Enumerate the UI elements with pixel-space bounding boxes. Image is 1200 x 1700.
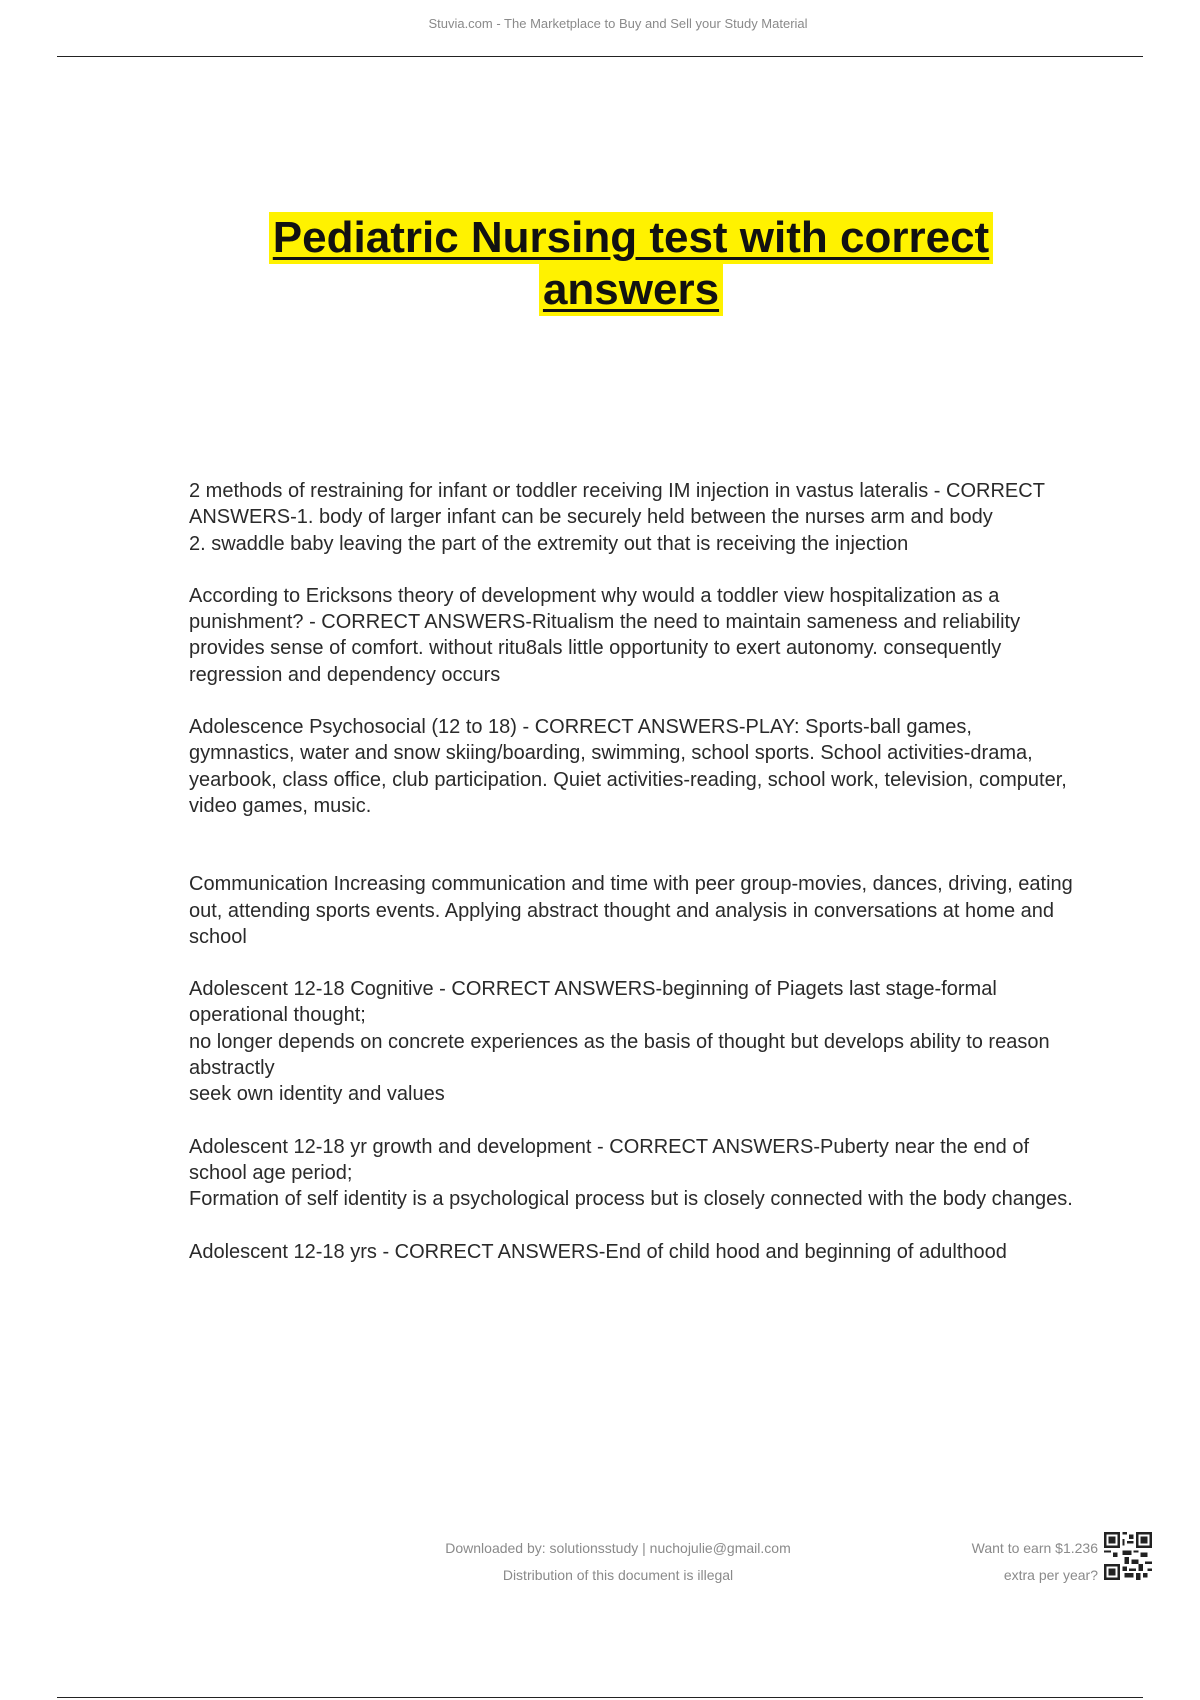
qa-entry: Adolescent 12-18 Cognitive - CORRECT ANSWERS-beginning of Piagets last stage-formal operational thought; no longer depends on concrete experiences as the basis of thought but develops ability to reason abstractly seek own identity and values bbox=[189, 978, 1050, 1106]
qa-entry: 2 methods of restraining for infant or toddler receiving IM injection in vastus lateralis - CORRECT ANSWERS-1. body of larger infant can be securely held between the nurses arm and body 2. swaddle baby leaving the part of the extremity out that is receiving the injection bbox=[189, 480, 1045, 555]
qa-entry: Communication Increasing communication and time with peer group-movies, dances, driving, eating out, attending sports events. Applying abstract thought and analysis in conversations at home and school bbox=[189, 873, 1073, 948]
header-divider bbox=[57, 56, 1143, 57]
downloaded-by-text: Downloaded by: solutionsstudy | nuchojulie@gmail.com bbox=[445, 1540, 791, 1556]
title-line-2: answers bbox=[539, 264, 723, 316]
qa-list bbox=[189, 478, 1074, 1291]
qa-entry: Adolescent 12-18 yr growth and development - CORRECT ANSWERS-Puberty near the end of school age period; Formation of self identity is a psychological process but is closely connected with the body changes. bbox=[189, 1135, 1073, 1211]
promo-line-1: Want to earn $1.236 bbox=[971, 1540, 1098, 1556]
document-title bbox=[0, 212, 1200, 316]
earn-promo[interactable] bbox=[972, 1535, 1098, 1589]
qa-entry: According to Ericksons theory of development why would a toddler view hospitalization as a punishment? - CORRECT ANSWERS-Ritualism the need to maintain sameness and reliability provides sense of comfort. without ritu8als little opportunity to exert autonomy. consequently regression and dependency occurs bbox=[189, 584, 1021, 686]
qa-entry: Adolescence Psychosocial (12 to 18) - CORRECT ANSWERS-PLAY: Sports-ball games, gymnastics, water and snow skiing/boarding, swimming, school sports. School activities-drama, yearbook, class office, club participation. Quiet activities-reading, school work, television, computer, video games, music. bbox=[189, 716, 1067, 817]
page-header: Stuvia.com - The Marketplace to Buy and Sell your Study Material bbox=[428, 16, 808, 31]
title-line-1: Pediatric Nursing test with correct bbox=[269, 212, 993, 264]
footer-divider bbox=[57, 1697, 1143, 1698]
qr-code-icon[interactable] bbox=[1104, 1532, 1152, 1580]
qa-entry: Adolescent 12-18 yrs - CORRECT ANSWERS-End of child hood and beginning of adulthood bbox=[189, 1240, 1007, 1263]
promo-line-2: extra per year? bbox=[1003, 1567, 1098, 1583]
distribution-notice: Distribution of this document is illegal bbox=[502, 1567, 734, 1583]
